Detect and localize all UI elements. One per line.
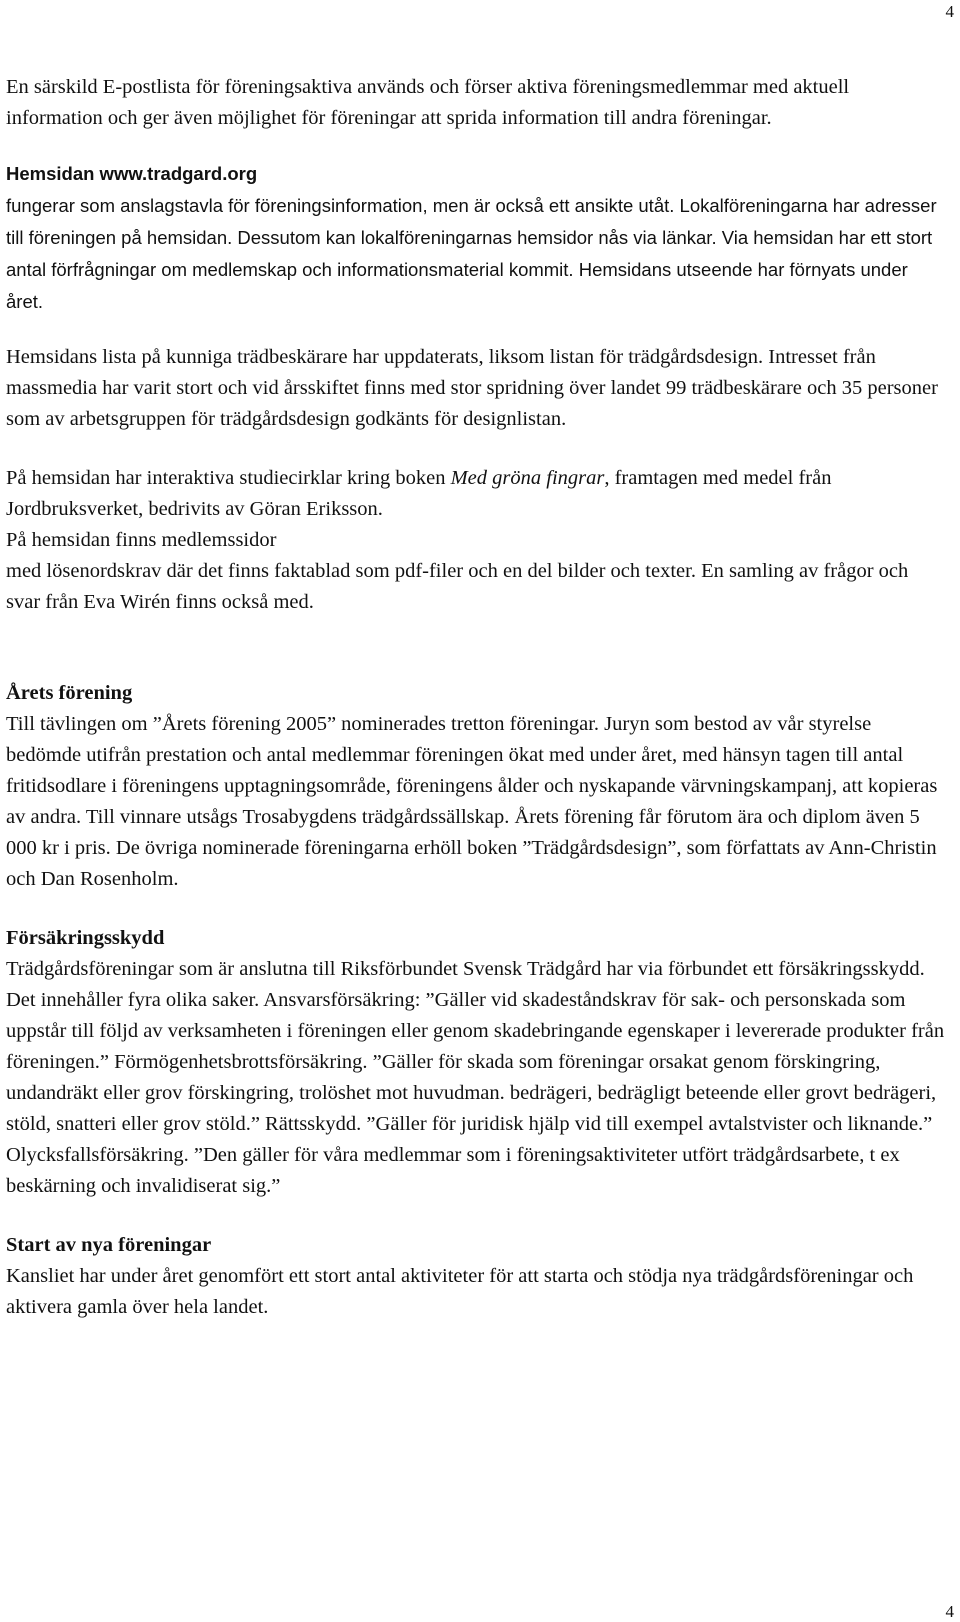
- section-forsakring: [6, 923, 946, 1202]
- spacer: [6, 435, 946, 463]
- section-hemsidan: [6, 158, 946, 318]
- section-heading-forsakring: Försäkringsskydd: [6, 927, 165, 949]
- paragraph-email-list: En särskild E-postlista för föreningsaktiva används och förser aktiva föreningsmedlemmar med aktuell information och ger även möjlighet för föreningar att sprida information till andra föreningar.: [6, 76, 850, 129]
- paragraph-study-circles: [6, 463, 946, 525]
- spacer: [6, 618, 946, 678]
- section-text-hemsidan: fungerar som anslagstavla för föreningsinformation, men är också ett ansikte utåt. Lokalföreningarna har adresser till föreningen på hemsidan. Dessutom kan lokalföreningarnas hemsidor nås via länkar. Via hemsidan har ett stort antal förfrågningar om medlemskap och informationsmaterial kommit. Hemsidans utseende har förnyats under året.: [6, 195, 937, 312]
- book-title: Med gröna fingrar: [450, 467, 605, 489]
- section-heading-nya-foreningar: Start av nya föreningar: [6, 1234, 212, 1256]
- page-number-top: 4: [945, 2, 954, 21]
- document-body: [6, 72, 946, 1323]
- spacer: [6, 1202, 946, 1230]
- spacer: [6, 134, 946, 158]
- paragraph-member-pages: På hemsidan finns medlemssidor: [6, 529, 277, 551]
- section-text-arets-forening: Till tävlingen om ”Årets förening 2005” nominerades tretton föreningar. Juryn som bestod av vår styrelse bedömde utifrån prestation och antal medlemmar föreningen ökat med under året, med hänsyn tagen till antal fritidsodlare i föreningens upptagningsområde, föreningens ålder och nyskapande värvningskampanj, att kopieras av andra. Till vinnare utsågs Trosabygdens trädgårdssällskap. Årets förening får förutom ära och diplom även 5 000 kr i pris. De övriga nominerade föreningarna erhöll boken ”Trädgårdsdesign”, som författats av Ann-Christin och Dan Rosenholm.: [6, 713, 938, 890]
- page-number-bottom: 4: [945, 1602, 954, 1621]
- section-text-forsakring: Trädgårdsföreningar som är anslutna till Riksförbundet Svensk Trädgård har via förbundet ett försäkringsskydd. Det innehåller fyra olika saker. Ansvarsförsäkring: ”Gäller vid skadeståndskrav för sak- och personskada som uppstår till följd av verksamheten i föreningen eller genom skadebringande egenskaper i levererade produkter från föreningen.” Förmögenhetsbrottsförsäkring. ”Gäller för skada som föreningar orsakat genom förskingring, undandräkt eller grov förskingring, trolöshet mot huvudman. bedrägeri, bedrägligt beteende eller grovt bedrägeri, stöld, snatteri eller grov stöld.” Rättsskydd. ”Gäller för juridisk hjälp vid till exempel avtalstvister och liknande.” Olycksfallsförsäkring. ”Den gäller för våra medlemmar som i föreningsaktiviteter utfört trädgårdsarbete, t ex beskärning och invalidiserat sig.”: [6, 958, 945, 1197]
- spacer: [6, 318, 946, 342]
- paragraph-expert-lists: Hemsidans lista på kunniga trädbeskärare har uppdaterats, liksom listan för trädgårdsdesign. Intresset från massmedia har varit stort och vid årsskiftet finns med stor spridning över landet 99 trädbeskärare och 35 personer som av arbetsgruppen för trädgårdsdesign godkänts för designlistan.: [6, 346, 938, 430]
- section-heading-arets-forening: Årets förening: [6, 682, 133, 704]
- study-text-after: , framtagen med medel från Jordbruksverket, bedrivits av Göran Eriksson.: [6, 467, 832, 520]
- study-text-before: På hemsidan har interaktiva studiecirklar kring boken: [6, 467, 451, 489]
- spacer: [6, 895, 946, 923]
- paragraph-password: med lösenordskrav där det finns faktablad som pdf-filer och en del bilder och texter. En samling av frågor och svar från Eva Wirén finns också med.: [6, 560, 909, 613]
- section-text-nya-foreningar: Kansliet har under året genomfört ett stort antal aktiviteter för att starta och stödja nya trädgårdsföreningar och aktivera gamla över hela landet.: [6, 1265, 914, 1318]
- section-arets-forening: [6, 678, 946, 895]
- section-nya-foreningar: [6, 1230, 946, 1323]
- section-heading-hemsidan: Hemsidan www.tradgard.org: [6, 163, 258, 184]
